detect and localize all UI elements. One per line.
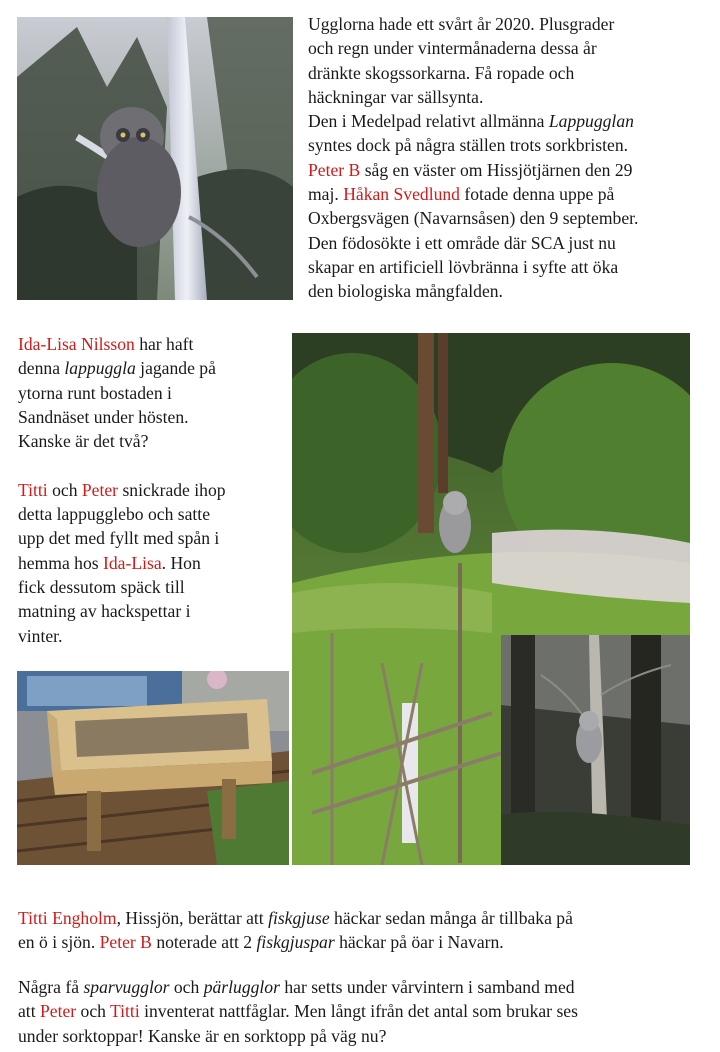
- name-titti-engholm: Titti Engholm: [18, 908, 117, 928]
- name-peter: Peter: [81, 479, 119, 500]
- bottom-paragraph-osprey: Titti Engholm, Hissjön, berättar att fiskgjuse häckar sedan många år tillbaka på en ö i sjön. Peter B noterade att 2 fiskgjuspar häckar på öar i Navarn.: [18, 908, 573, 953]
- photo-owl-dark-forest: [501, 635, 690, 865]
- name-peter-b-2: Peter B: [99, 932, 152, 953]
- name-titti: Titti: [18, 479, 48, 500]
- name-peter-2: Peter: [39, 1001, 77, 1022]
- left-column-text: Ida-Lisa Nilsson har haft denna lappuggla jagande på ytorna runt bostaden i Sandnäset under hösten. Kanske är det två? Titti och Peter snickrade ihop detta lappugglebo och satte upp det med fyllt med spån i hemma hos Ida-Lisa. Hon fick dessutom späck till matning av hackspettar i vinter.: [18, 334, 226, 646]
- photo-owl-nest-box: [17, 671, 289, 865]
- name-hakan-svedlund: Håkan Svedlund: [343, 184, 460, 205]
- photo-owl-in-birch: [17, 17, 293, 300]
- name-titti-2: Titti: [110, 1001, 140, 1022]
- intro-paragraph: Ugglorna hade ett svårt år 2020. Plusgrader och regn under vintermånaderna dessa år dränkte skogssorkarna. Få ropade och häckningar var sällsynta. Den i Medelpad relativt allmänna Lappugglan syntes dock på några ställen trots sorkbristen. Peter B såg en väster om Hissjötjärnen den 29 maj. Håkan Svedlund fotade denna uppe på Oxbergsvägen (Navarnsåsen) den 9 september. Den födosökte i ett område där SCA just nu skapar en artificiell lövbränna i syfte att öka den biologiska mångfalden.: [308, 14, 639, 302]
- name-peter-b: Peter B: [308, 159, 361, 180]
- bottom-paragraph-small-owls: Några få sparvugglor och pärlugglor har setts under vårvintern i samband med att Peter och Titti inventerat nattfåglar. Men långt ifrån det antal som brukar ses under sorktoppar! Kanske är en sorktopp på väg nu?: [18, 977, 578, 1046]
- name-ida-lisa: Ida-Lisa: [103, 552, 162, 573]
- name-ida-lisa-nilsson: Ida-Lisa Nilsson: [18, 334, 135, 354]
